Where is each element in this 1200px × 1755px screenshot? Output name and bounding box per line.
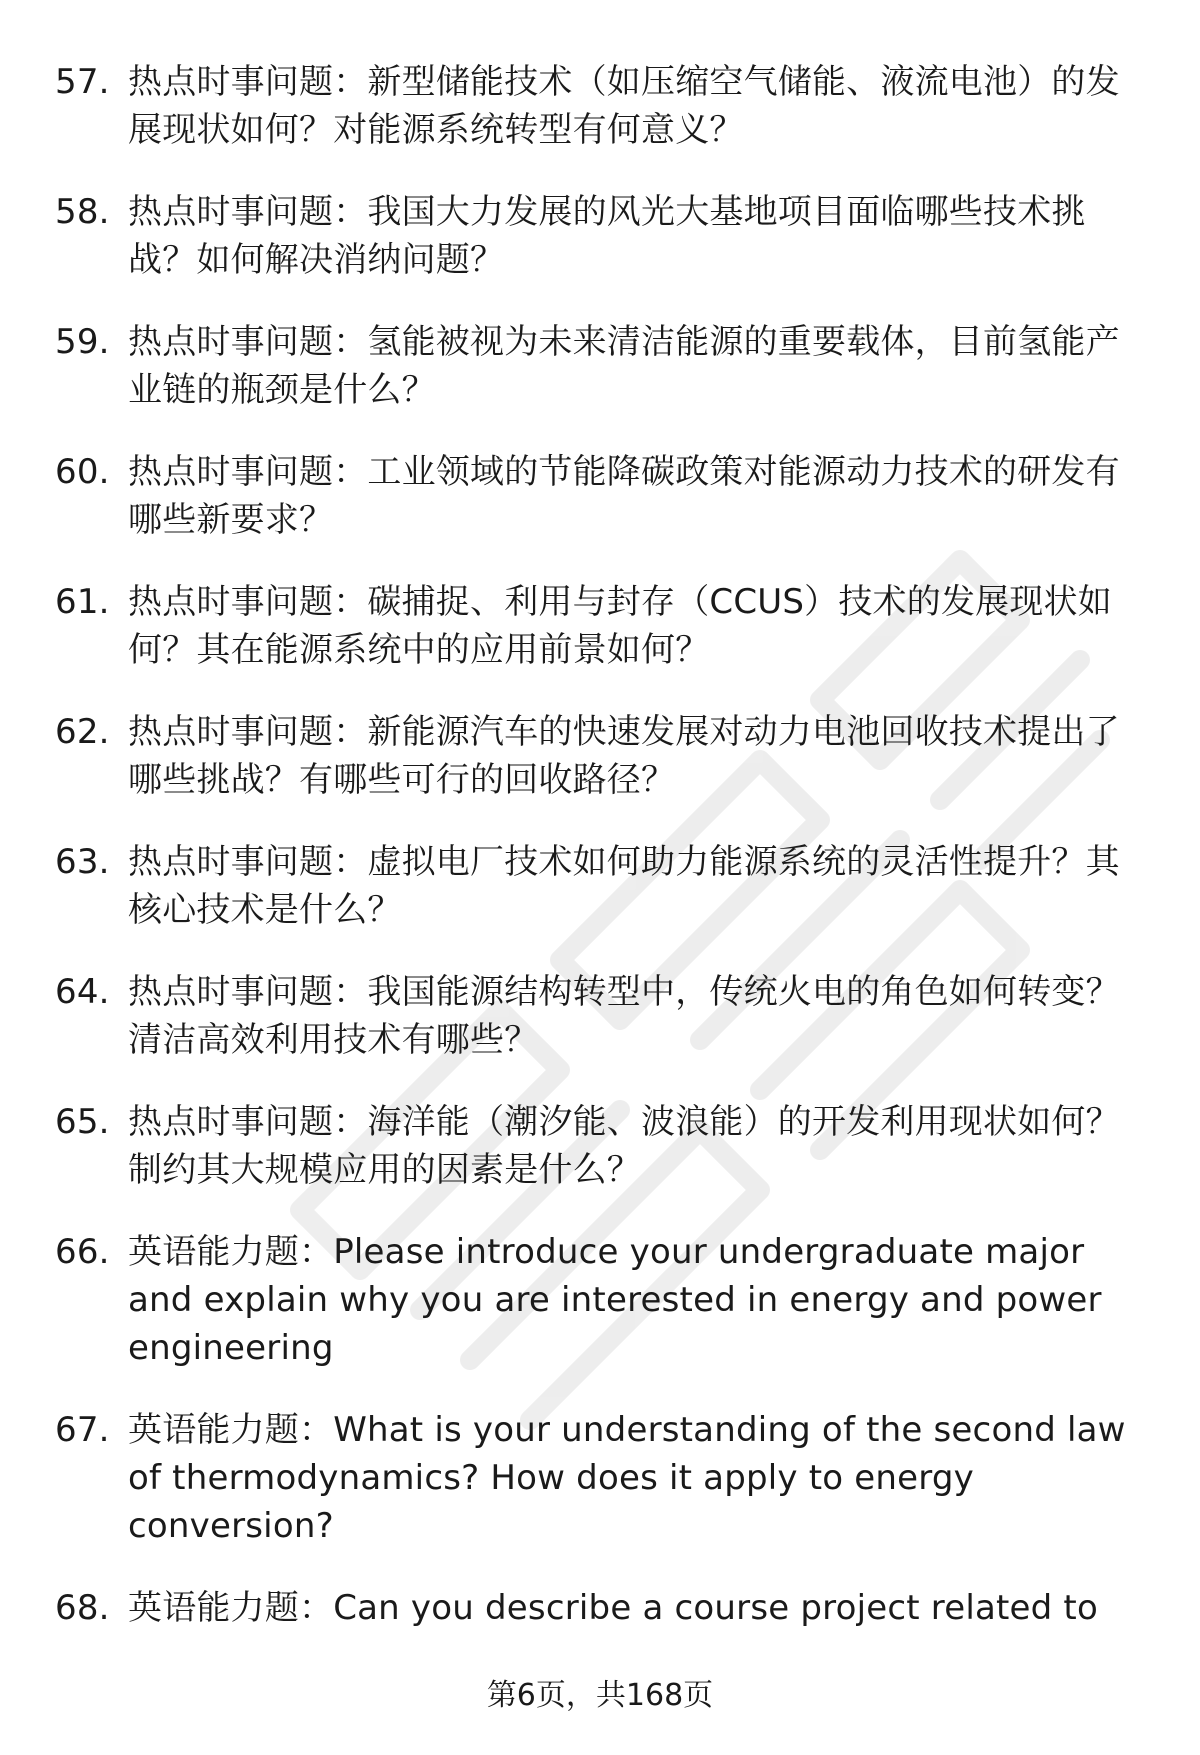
question-number: 60. <box>55 452 110 492</box>
question-item <box>0 58 1200 154</box>
question-text: 英语能力题：What is your understanding of the second law of thermodynamics? How does it apply to energy conversion? <box>128 1410 1126 1546</box>
question-number: 65. <box>55 1102 110 1142</box>
question-text: 热点时事问题：我国大力发展的风光大基地项目面临哪些技术挑战？如何解决消纳问题？ <box>128 192 1086 280</box>
question-item <box>0 1098 1200 1194</box>
question-item <box>0 448 1200 544</box>
question-text: 热点时事问题：氢能被视为未来清洁能源的重要载体，目前氢能产业链的瓶颈是什么？ <box>128 322 1120 410</box>
question-number: 68. <box>55 1588 110 1628</box>
question-text: 热点时事问题：工业领域的节能降碳政策对能源动力技术的研发有哪些新要求？ <box>128 452 1120 540</box>
question-item <box>0 968 1200 1064</box>
question-number: 57. <box>55 62 110 102</box>
question-item <box>0 578 1200 674</box>
question-item <box>0 1584 1200 1632</box>
question-text: 英语能力题：Can you describe a course project related to <box>128 1588 1098 1628</box>
question-item <box>0 1228 1200 1372</box>
question-text: 英语能力题：Please introduce your undergraduate major and explain why you are interested in energy and power engineering <box>128 1232 1102 1368</box>
question-number: 66. <box>55 1232 110 1272</box>
question-item <box>0 1406 1200 1550</box>
question-number: 58. <box>55 192 110 232</box>
question-item <box>0 838 1200 934</box>
question-text: 热点时事问题：碳捕捉、利用与封存（CCUS）技术的发展现状如何？其在能源系统中的应用前景如何？ <box>128 582 1112 670</box>
question-item <box>0 708 1200 804</box>
question-text: 热点时事问题：新能源汽车的快速发展对动力电池回收技术提出了哪些挑战？有哪些可行的回收路径？ <box>128 712 1120 800</box>
question-number: 64. <box>55 972 110 1012</box>
question-list <box>0 58 1200 1666</box>
question-number: 59. <box>55 322 110 362</box>
question-text: 热点时事问题：新型储能技术（如压缩空气储能、液流电池）的发展现状如何？对能源系统转型有何意义？ <box>128 62 1120 150</box>
question-text: 热点时事问题：虚拟电厂技术如何助力能源系统的灵活性提升？其核心技术是什么？ <box>128 842 1120 930</box>
question-number: 61. <box>55 582 110 622</box>
question-item <box>0 188 1200 284</box>
question-item <box>0 318 1200 414</box>
question-number: 62. <box>55 712 110 752</box>
question-number: 67. <box>55 1410 110 1450</box>
page-number-footer: 第6页，共168页 <box>486 1678 714 1713</box>
question-text: 热点时事问题：我国能源结构转型中，传统火电的角色如何转变？清洁高效利用技术有哪些？ <box>128 972 1120 1060</box>
question-number: 63. <box>55 842 110 882</box>
question-text: 热点时事问题：海洋能（潮汐能、波浪能）的开发利用现状如何？制约其大规模应用的因素是什么？ <box>128 1102 1120 1190</box>
